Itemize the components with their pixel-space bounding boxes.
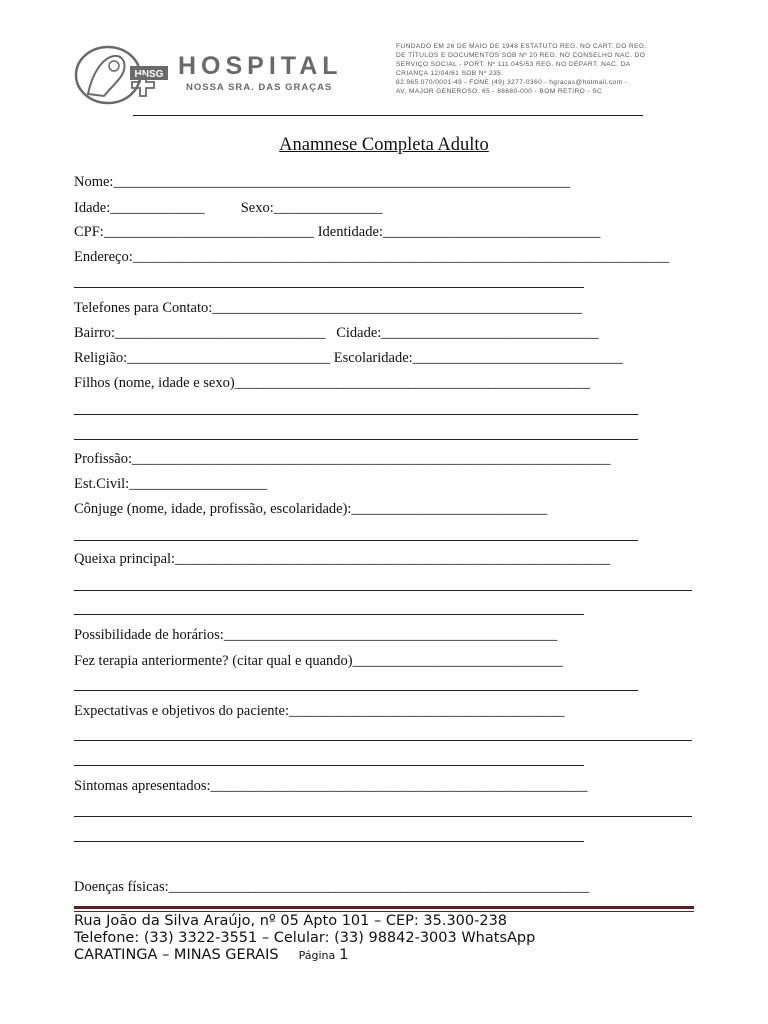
founding-line: CRIANÇA 12/04/61 SOB Nº 235. [396,70,504,77]
document-title: Anamnese Completa Adulto [279,135,489,155]
field-profissao[interactable]: Profissão:__________________________________________________________________ [74,451,611,467]
founding-info [396,42,696,96]
founding-line: AV. MAJOR GENEROSO, 65 - 88680-000 - BOM RETIRO - SC [396,88,603,95]
blank-line[interactable] [74,590,692,591]
field-idade-sexo[interactable]: Idade:_____________ Sexo:_______________ [74,200,383,216]
founding-line: SERVIÇO SOCIAL - PORT. Nº 111.045/53 REG. NO DEPART. NAC. DA [396,61,631,68]
blank-line[interactable] [74,690,638,691]
field-horarios[interactable]: Possibilidade de horários:______________________________________________ [74,627,558,643]
blank-line[interactable] [74,414,638,415]
hospital-subtitle: NOSSA SRA. DAS GRAÇAS [186,82,333,93]
field-queixa[interactable]: Queixa principal:____________________________________________________________ [74,551,611,567]
blank-line[interactable] [74,841,584,842]
hospital-name: HOSPITAL [178,52,343,80]
field-endereco[interactable]: Endereço:__________________________________________________________________________ [74,249,670,265]
blank-line[interactable] [74,614,584,615]
field-terapia[interactable]: Fez terapia anteriormente? (citar qual e quando)_____________________________ [74,653,563,669]
page-number: 1 [339,947,349,963]
footer-divider [74,906,694,909]
footer-phones: Telefone: (33) 3322-3551 – Celular: (33) 98842-3003 WhatsApp [74,930,536,946]
founding-line: FUNDADO EM 26 DE MAIO DE 1948 ESTATUTO REG. NO CART. DO REG. [396,43,647,50]
field-estado-civil[interactable]: Est.Civil:___________________ [74,476,267,492]
blank-line[interactable] [74,740,692,741]
field-telefones[interactable]: Telefones para Contato:___________________________________________________ [74,300,583,316]
blank-line[interactable] [74,540,638,541]
founding-line: 82.965.070/0001-49 - FONE (49) 3277-0360 - hgracas@hotmail.com - [396,79,628,86]
emblem-text: HNSG [134,69,164,80]
hospital-emblem-icon [74,44,178,106]
field-doencas-fisicas[interactable]: Doenças físicas:__________________________________________________________ [74,879,590,895]
blank-line[interactable] [74,765,584,766]
blank-line[interactable] [74,439,638,440]
header-divider [133,115,643,116]
blank-line[interactable] [74,816,692,817]
field-expectativas[interactable]: Expectativas e objetivos do paciente:______________________________________ [74,703,565,719]
footer-city: CARATINGA – MINAS GERAIS [74,947,279,963]
field-religiao-escolaridade[interactable]: Religião:____________________________ Escolaridade:_____________________________ [74,350,623,366]
field-nome[interactable]: Nome:_______________________________________________________________ [74,174,571,190]
blank-line[interactable] [74,287,584,288]
field-bairro-cidade[interactable]: Bairro:_____________________________ Cidade:______________________________ [74,325,599,341]
field-conjuge[interactable]: Cônjuge (nome, idade, profissão, escolaridade):___________________________ [74,501,548,517]
footer-city-line [74,947,348,964]
founding-line: DE TÍTULOS E DOCUMENTOS SOB Nº 20 REG. NO CONSELHO NAC. DO [396,52,646,59]
page-label: Página [298,949,336,962]
footer-address: Rua João da Silva Araújo, nº 05 Apto 101 – CEP: 35.300-238 [74,913,508,929]
field-filhos[interactable]: Filhos (nome, idade e sexo)_________________________________________________ [74,375,590,391]
footer-divider-thin [74,911,694,912]
letterhead [74,38,696,120]
field-sintomas[interactable]: Sintomas apresentados:____________________________________________________ [74,778,588,794]
field-cpf-identidade[interactable]: CPF:_____________________________ Identidade:______________________________ [74,224,601,240]
